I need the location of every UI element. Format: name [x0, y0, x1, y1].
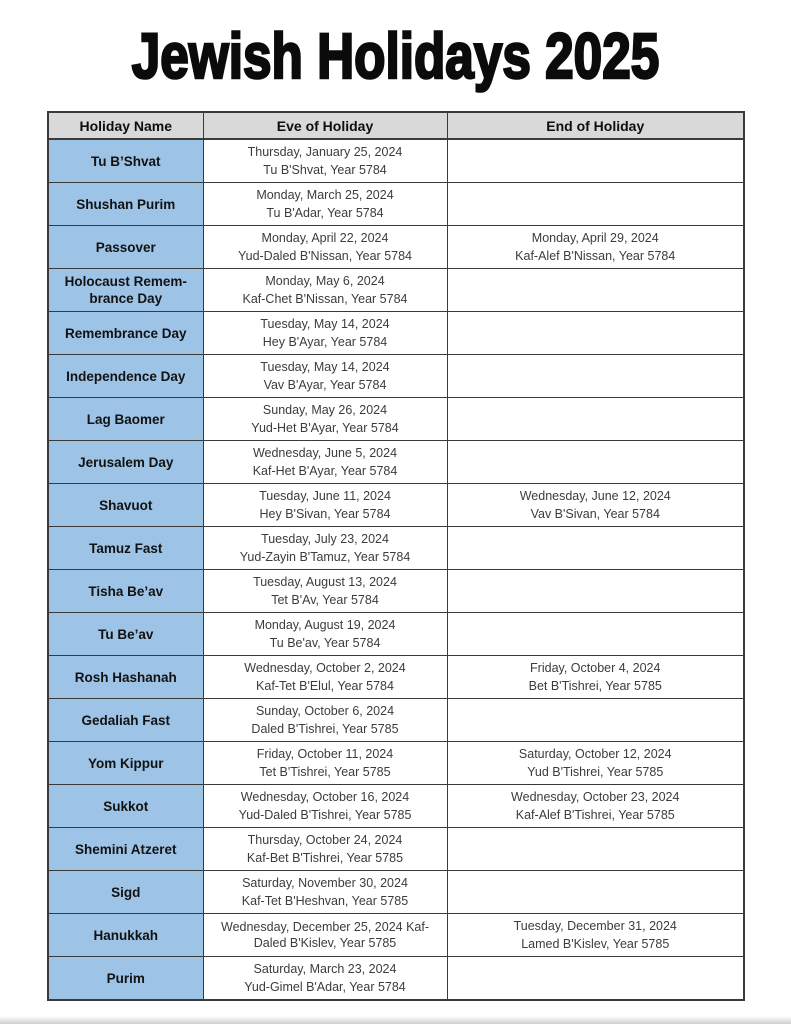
eve-of-holiday-cell — [203, 139, 447, 183]
holiday-name-cell — [48, 742, 203, 785]
holidays-table — [47, 111, 745, 1001]
holiday-name-line: Remembrance Day — [64, 325, 187, 341]
eve-of-holiday-text — [204, 355, 447, 397]
eve-of-holiday-cell — [203, 269, 447, 312]
date-line: Kaf-Tet B'Heshvan, Year 5785 — [241, 894, 409, 909]
date-line: Kaf-Alef B'Tishrei, Year 5785 — [515, 808, 675, 823]
eve-of-holiday-text — [204, 183, 447, 225]
end-of-holiday-cell — [447, 613, 744, 656]
eve-of-holiday-cell — [203, 355, 447, 398]
date-line: Hey B'Sivan, Year 5784 — [259, 507, 391, 522]
table-row — [48, 871, 744, 914]
holiday-name-cell — [48, 355, 203, 398]
date-line: Yud-Daled B'Nissan, Year 5784 — [237, 249, 413, 264]
eve-of-holiday-cell — [203, 570, 447, 613]
date-line: Tet B'Av, Year 5784 — [271, 593, 379, 608]
eve-of-holiday-text — [204, 398, 447, 440]
holiday-name-line: Tisha Be’av — [88, 583, 164, 599]
end-of-holiday-text — [448, 183, 744, 225]
date-line: Sunday, May 26, 2024 — [262, 402, 388, 417]
table-row — [48, 226, 744, 269]
date-line: Vav B'Sivan, Year 5784 — [530, 507, 660, 522]
end-of-holiday-cell — [447, 312, 744, 355]
table-row — [48, 441, 744, 484]
eve-of-holiday-cell — [203, 613, 447, 656]
header-holiday-name: Holiday Name — [48, 112, 203, 139]
date-line: Friday, October 4, 2024 — [530, 660, 661, 675]
date-line: Yud-Daled B'Tishrei, Year 5785 — [238, 808, 412, 823]
eve-of-holiday-text — [204, 871, 447, 913]
holiday-name-cell — [48, 871, 203, 914]
holiday-name-cell — [48, 957, 203, 1001]
table-row — [48, 139, 744, 183]
end-of-holiday-cell — [447, 226, 744, 269]
holiday-name-line: Passover — [95, 239, 156, 255]
eve-of-holiday-cell — [203, 742, 447, 785]
holiday-name-line: Tu Be’av — [98, 626, 154, 642]
eve-of-holiday-cell — [203, 183, 447, 226]
date-line: Wednesday, June 5, 2024 — [252, 445, 398, 460]
table-row — [48, 914, 744, 957]
eve-of-holiday-cell — [203, 914, 447, 957]
holiday-name-line: Holocaust Remem- — [64, 274, 187, 289]
holiday-name-cell — [48, 699, 203, 742]
end-of-holiday-text — [448, 785, 744, 827]
date-line: Hey B'Ayar, Year 5784 — [262, 335, 388, 350]
eve-of-holiday-text — [204, 570, 447, 612]
holiday-name-cell — [48, 484, 203, 527]
date-line: Vav B'Ayar, Year 5784 — [263, 378, 387, 393]
end-of-holiday-text — [448, 871, 744, 913]
table-row — [48, 570, 744, 613]
eve-of-holiday-cell — [203, 441, 447, 484]
end-of-holiday-text — [448, 398, 744, 440]
holiday-name-cell — [48, 183, 203, 226]
page-bottom-edge-shading — [0, 1016, 791, 1024]
eve-of-holiday-text — [204, 441, 447, 483]
date-line: Tu B'Shvat, Year 5784 — [263, 163, 387, 178]
eve-of-holiday-cell — [203, 484, 447, 527]
eve-of-holiday-text — [204, 269, 447, 311]
table-row — [48, 269, 744, 312]
end-of-holiday-cell — [447, 914, 744, 957]
table-row — [48, 699, 744, 742]
date-line: Daled B'Tishrei, Year 5785 — [251, 722, 399, 737]
date-line: Yud-Het B'Ayar, Year 5784 — [251, 421, 399, 436]
end-of-holiday-text — [448, 441, 744, 483]
end-of-holiday-text — [448, 613, 744, 655]
eve-of-holiday-text — [204, 226, 447, 268]
holiday-name-line: Hanukkah — [93, 927, 159, 943]
date-line: Thursday, January 25, 2024 — [247, 144, 403, 159]
end-of-holiday-text — [448, 312, 744, 354]
table-row — [48, 312, 744, 355]
holiday-name-cell — [48, 312, 203, 355]
holiday-name-cell — [48, 785, 203, 828]
eve-of-holiday-text — [204, 484, 447, 526]
holiday-name-cell — [48, 914, 203, 957]
date-line: Tu Be'av, Year 5784 — [269, 636, 381, 651]
eve-of-holiday-cell — [203, 828, 447, 871]
holiday-name-line: Purim — [106, 970, 145, 986]
date-line: Wednesday, October 16, 2024 — [240, 789, 410, 804]
table-row — [48, 613, 744, 656]
holiday-name-cell — [48, 570, 203, 613]
holiday-name-line: Independence Day — [66, 368, 186, 384]
end-of-holiday-cell — [447, 699, 744, 742]
date-line: Wednesday, December 25, 2024 Kaf- — [221, 920, 429, 934]
holiday-name-cell — [48, 226, 203, 269]
date-line: Yud B'Tishrei, Year 5785 — [527, 765, 664, 780]
eve-of-holiday-text — [204, 613, 447, 655]
eve-of-holiday-cell — [203, 527, 447, 570]
date-line: Friday, October 11, 2024 — [256, 746, 394, 761]
table-row — [48, 527, 744, 570]
eve-of-holiday-cell — [203, 226, 447, 269]
end-of-holiday-cell — [447, 957, 744, 1001]
date-line: Tuesday, December 31, 2024 — [513, 918, 677, 933]
holiday-name-cell — [48, 139, 203, 183]
end-of-holiday-cell — [447, 527, 744, 570]
end-of-holiday-text — [448, 914, 744, 956]
end-of-holiday-cell — [447, 139, 744, 183]
holiday-name-cell — [48, 441, 203, 484]
holiday-name-cell — [48, 398, 203, 441]
end-of-holiday-cell — [447, 871, 744, 914]
date-line: Tuesday, August 13, 2024 — [253, 574, 397, 589]
eve-of-holiday-cell — [203, 785, 447, 828]
eve-of-holiday-text — [204, 699, 447, 741]
page-title: Jewish Holidays 2025 — [131, 21, 660, 92]
date-line: Tuesday, May 14, 2024 — [260, 359, 390, 374]
date-line: Monday, April 22, 2024 — [261, 230, 389, 245]
date-line: Kaf-Alef B'Nissan, Year 5784 — [515, 249, 676, 264]
end-of-holiday-text — [448, 269, 744, 311]
end-of-holiday-cell — [447, 269, 744, 312]
end-of-holiday-text — [448, 828, 744, 870]
table-row — [48, 828, 744, 871]
table-body — [48, 139, 744, 1000]
table-row — [48, 742, 744, 785]
eve-of-holiday-text — [204, 785, 447, 827]
date-line: Bet B'Tishrei, Year 5785 — [528, 679, 662, 694]
holiday-name-line: Yom Kippur — [88, 755, 164, 771]
date-line: Wednesday, October 23, 2024 — [511, 789, 680, 804]
table-row — [48, 785, 744, 828]
date-line: Yud-Gimel B'Adar, Year 5784 — [244, 980, 406, 995]
date-line: Monday, August 19, 2024 — [254, 617, 396, 632]
table-header-row — [48, 112, 744, 139]
holiday-name-cell — [48, 828, 203, 871]
holiday-name-cell — [48, 269, 203, 312]
date-line: Sunday, October 6, 2024 — [255, 703, 395, 718]
end-of-holiday-text — [448, 527, 744, 569]
end-of-holiday-text — [448, 570, 744, 612]
date-line: Wednesday, October 2, 2024 — [244, 660, 406, 675]
holiday-name-line: Gedaliah Fast — [81, 712, 171, 728]
end-of-holiday-cell — [447, 441, 744, 484]
date-line: Kaf-Chet B'Nissan, Year 5784 — [242, 292, 408, 307]
date-line: Yud-Zayin B'Tamuz, Year 5784 — [239, 550, 411, 565]
end-of-holiday-text — [448, 656, 744, 698]
holiday-name-line: Tamuz Fast — [89, 540, 163, 556]
eve-of-holiday-text — [204, 312, 447, 354]
table-row — [48, 957, 744, 1001]
holiday-name-cell — [48, 613, 203, 656]
end-of-holiday-text — [448, 484, 744, 526]
holiday-name-line: Sukkot — [103, 798, 149, 814]
end-of-holiday-cell — [447, 484, 744, 527]
eve-of-holiday-text — [204, 527, 447, 569]
table-row — [48, 656, 744, 699]
date-line: Monday, May 6, 2024 — [265, 273, 385, 288]
date-line: Saturday, March 23, 2024 — [253, 961, 397, 976]
end-of-holiday-cell — [447, 398, 744, 441]
end-of-holiday-cell — [447, 355, 744, 398]
holiday-name-line: Sigd — [111, 884, 141, 900]
date-line: Tuesday, May 14, 2024 — [260, 316, 390, 331]
date-line: Lamed B'Kislev, Year 5785 — [521, 937, 670, 952]
date-line: Saturday, October 12, 2024 — [518, 746, 672, 761]
date-line: Saturday, November 30, 2024 — [242, 875, 408, 890]
eve-of-holiday-text — [204, 140, 447, 182]
holiday-name-line: Jerusalem Day — [78, 454, 174, 470]
end-of-holiday-cell — [447, 742, 744, 785]
date-line: Tu B'Adar, Year 5784 — [266, 206, 384, 221]
end-of-holiday-cell — [447, 785, 744, 828]
holiday-name-line: Tu B’Shvat — [90, 153, 161, 169]
holiday-name-cell — [48, 656, 203, 699]
date-line: Monday, April 29, 2024 — [531, 230, 659, 245]
end-of-holiday-cell — [447, 656, 744, 699]
eve-of-holiday-cell — [203, 398, 447, 441]
end-of-holiday-text — [448, 140, 744, 182]
holiday-name-line: brance Day — [89, 291, 163, 306]
end-of-holiday-cell — [447, 828, 744, 871]
end-of-holiday-cell — [447, 183, 744, 226]
end-of-holiday-cell — [447, 570, 744, 613]
table-row — [48, 484, 744, 527]
holiday-name-line: Rosh Hashanah — [74, 669, 177, 685]
eve-of-holiday-text — [204, 957, 447, 999]
holiday-name-line: Lag Baomer — [86, 411, 165, 427]
eve-of-holiday-cell — [203, 699, 447, 742]
eve-of-holiday-cell — [203, 312, 447, 355]
holiday-name-line: Shushan Purim — [76, 196, 176, 212]
eve-of-holiday-text — [204, 828, 447, 870]
date-line: Kaf-Bet B'Tishrei, Year 5785 — [246, 851, 404, 866]
eve-of-holiday-text — [204, 742, 447, 784]
eve-of-holiday-cell — [203, 871, 447, 914]
header-eve-of-holiday: Eve of Holiday — [203, 112, 447, 139]
date-line: Tuesday, June 11, 2024 — [259, 488, 391, 503]
date-line: Tet B'Tishrei, Year 5785 — [259, 765, 391, 780]
date-line: Kaf-Het B'Ayar, Year 5784 — [252, 464, 398, 479]
eve-of-holiday-cell — [203, 656, 447, 699]
end-of-holiday-text — [448, 226, 744, 268]
eve-of-holiday-text — [204, 656, 447, 698]
date-line: Wednesday, June 12, 2024 — [519, 488, 671, 503]
eve-of-holiday-text — [204, 914, 447, 956]
end-of-holiday-text — [448, 742, 744, 784]
header-end-of-holiday: End of Holiday — [447, 112, 744, 139]
table-row — [48, 355, 744, 398]
end-of-holiday-text — [448, 957, 744, 999]
date-line: Daled B'Kislev, Year 5785 — [253, 935, 397, 950]
holiday-name-cell — [48, 527, 203, 570]
date-line: Monday, March 25, 2024 — [256, 187, 394, 202]
holiday-name-line: Shemini Atzeret — [74, 841, 177, 857]
table-row — [48, 398, 744, 441]
end-of-holiday-text — [448, 355, 744, 397]
date-line: Thursday, October 24, 2024 — [247, 832, 403, 847]
table-row — [48, 183, 744, 226]
date-line: Tuesday, July 23, 2024 — [261, 531, 389, 546]
end-of-holiday-text — [448, 699, 744, 741]
holiday-name-line: Shavuot — [99, 497, 153, 513]
eve-of-holiday-cell — [203, 957, 447, 1001]
date-line: Kaf-Tet B'Elul, Year 5784 — [256, 679, 394, 694]
